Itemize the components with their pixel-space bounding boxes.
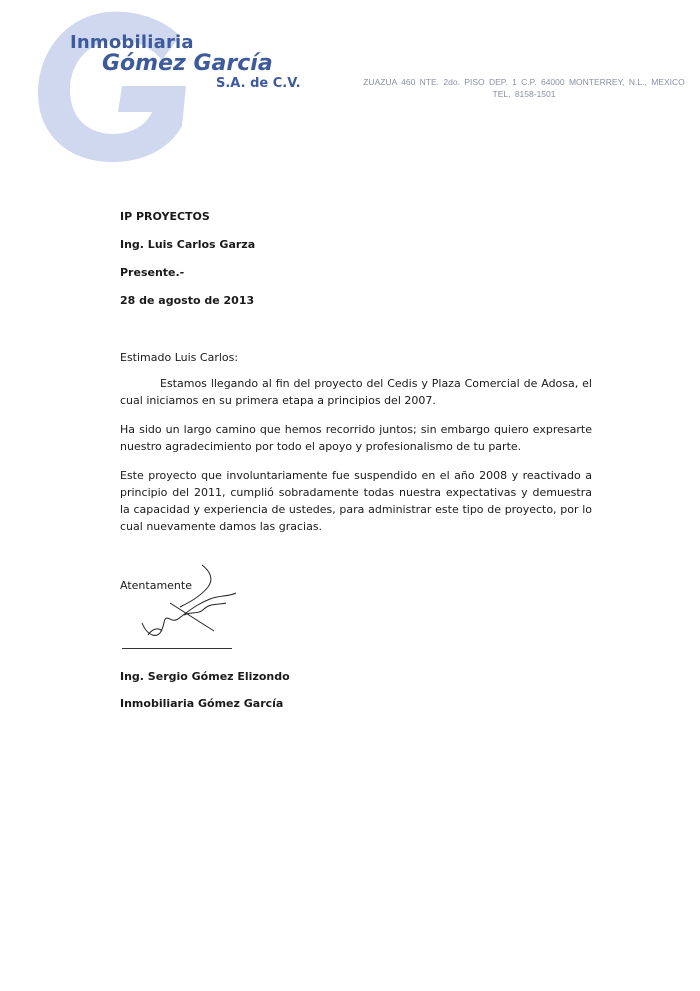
company-logo-text <box>70 32 301 91</box>
company-name-line1: Inmobiliaria <box>70 32 194 53</box>
paragraph-2: Ha sido un largo camino que hemos recorrido juntos; sin embargo quiero expresarte nuestro agradecimiento por todo el apoyo y profesionalismo de tu parte. <box>120 423 592 453</box>
letter-body <box>120 375 592 547</box>
recipient-company: IP PROYECTOS <box>120 210 210 223</box>
signer-company: Inmobiliaria Gómez García <box>120 697 284 710</box>
signer-block <box>120 663 290 717</box>
company-legal-form: S.A. de C.V. <box>216 76 301 91</box>
paragraph-3: Este proyecto que involuntariamente fue suspendido en el año 2008 y reactivado a principio del 2011, cumplió sobradamente todas nuestra expectativas y demuestra la capacidad y experiencia de ustedes, para administrar este tipo de proyecto, por lo cual nuevamente damos las gracias. <box>120 469 592 533</box>
address-line: ZUAZUA 460 NTE. 2do. PISO DEP. 1 C.P. 64000 MONTERREY, N.L., MEXICO <box>363 77 685 87</box>
company-name-line2: Gómez García <box>102 51 273 76</box>
letter-date: 28 de agosto de 2013 <box>120 294 255 307</box>
paragraph-1: Estamos llegando al fin del proyecto del Cedis y Plaza Comercial de Adosa, el cual iniciamos en su primera etapa a principios del 2007. <box>120 377 592 407</box>
company-address <box>354 76 694 100</box>
handwritten-signature <box>140 563 240 647</box>
signer-name: Ing. Sergio Gómez Elizondo <box>120 670 290 683</box>
greeting: Estimado Luis Carlos: <box>120 351 239 364</box>
closing: Atentamente <box>120 579 192 592</box>
recipient-block <box>120 208 592 320</box>
signature-line <box>122 648 232 649</box>
recipient-presente: Presente.- <box>120 266 185 279</box>
phone-line: TEL. 8158-1501 <box>492 89 556 99</box>
recipient-name: Ing. Luis Carlos Garza <box>120 238 256 251</box>
